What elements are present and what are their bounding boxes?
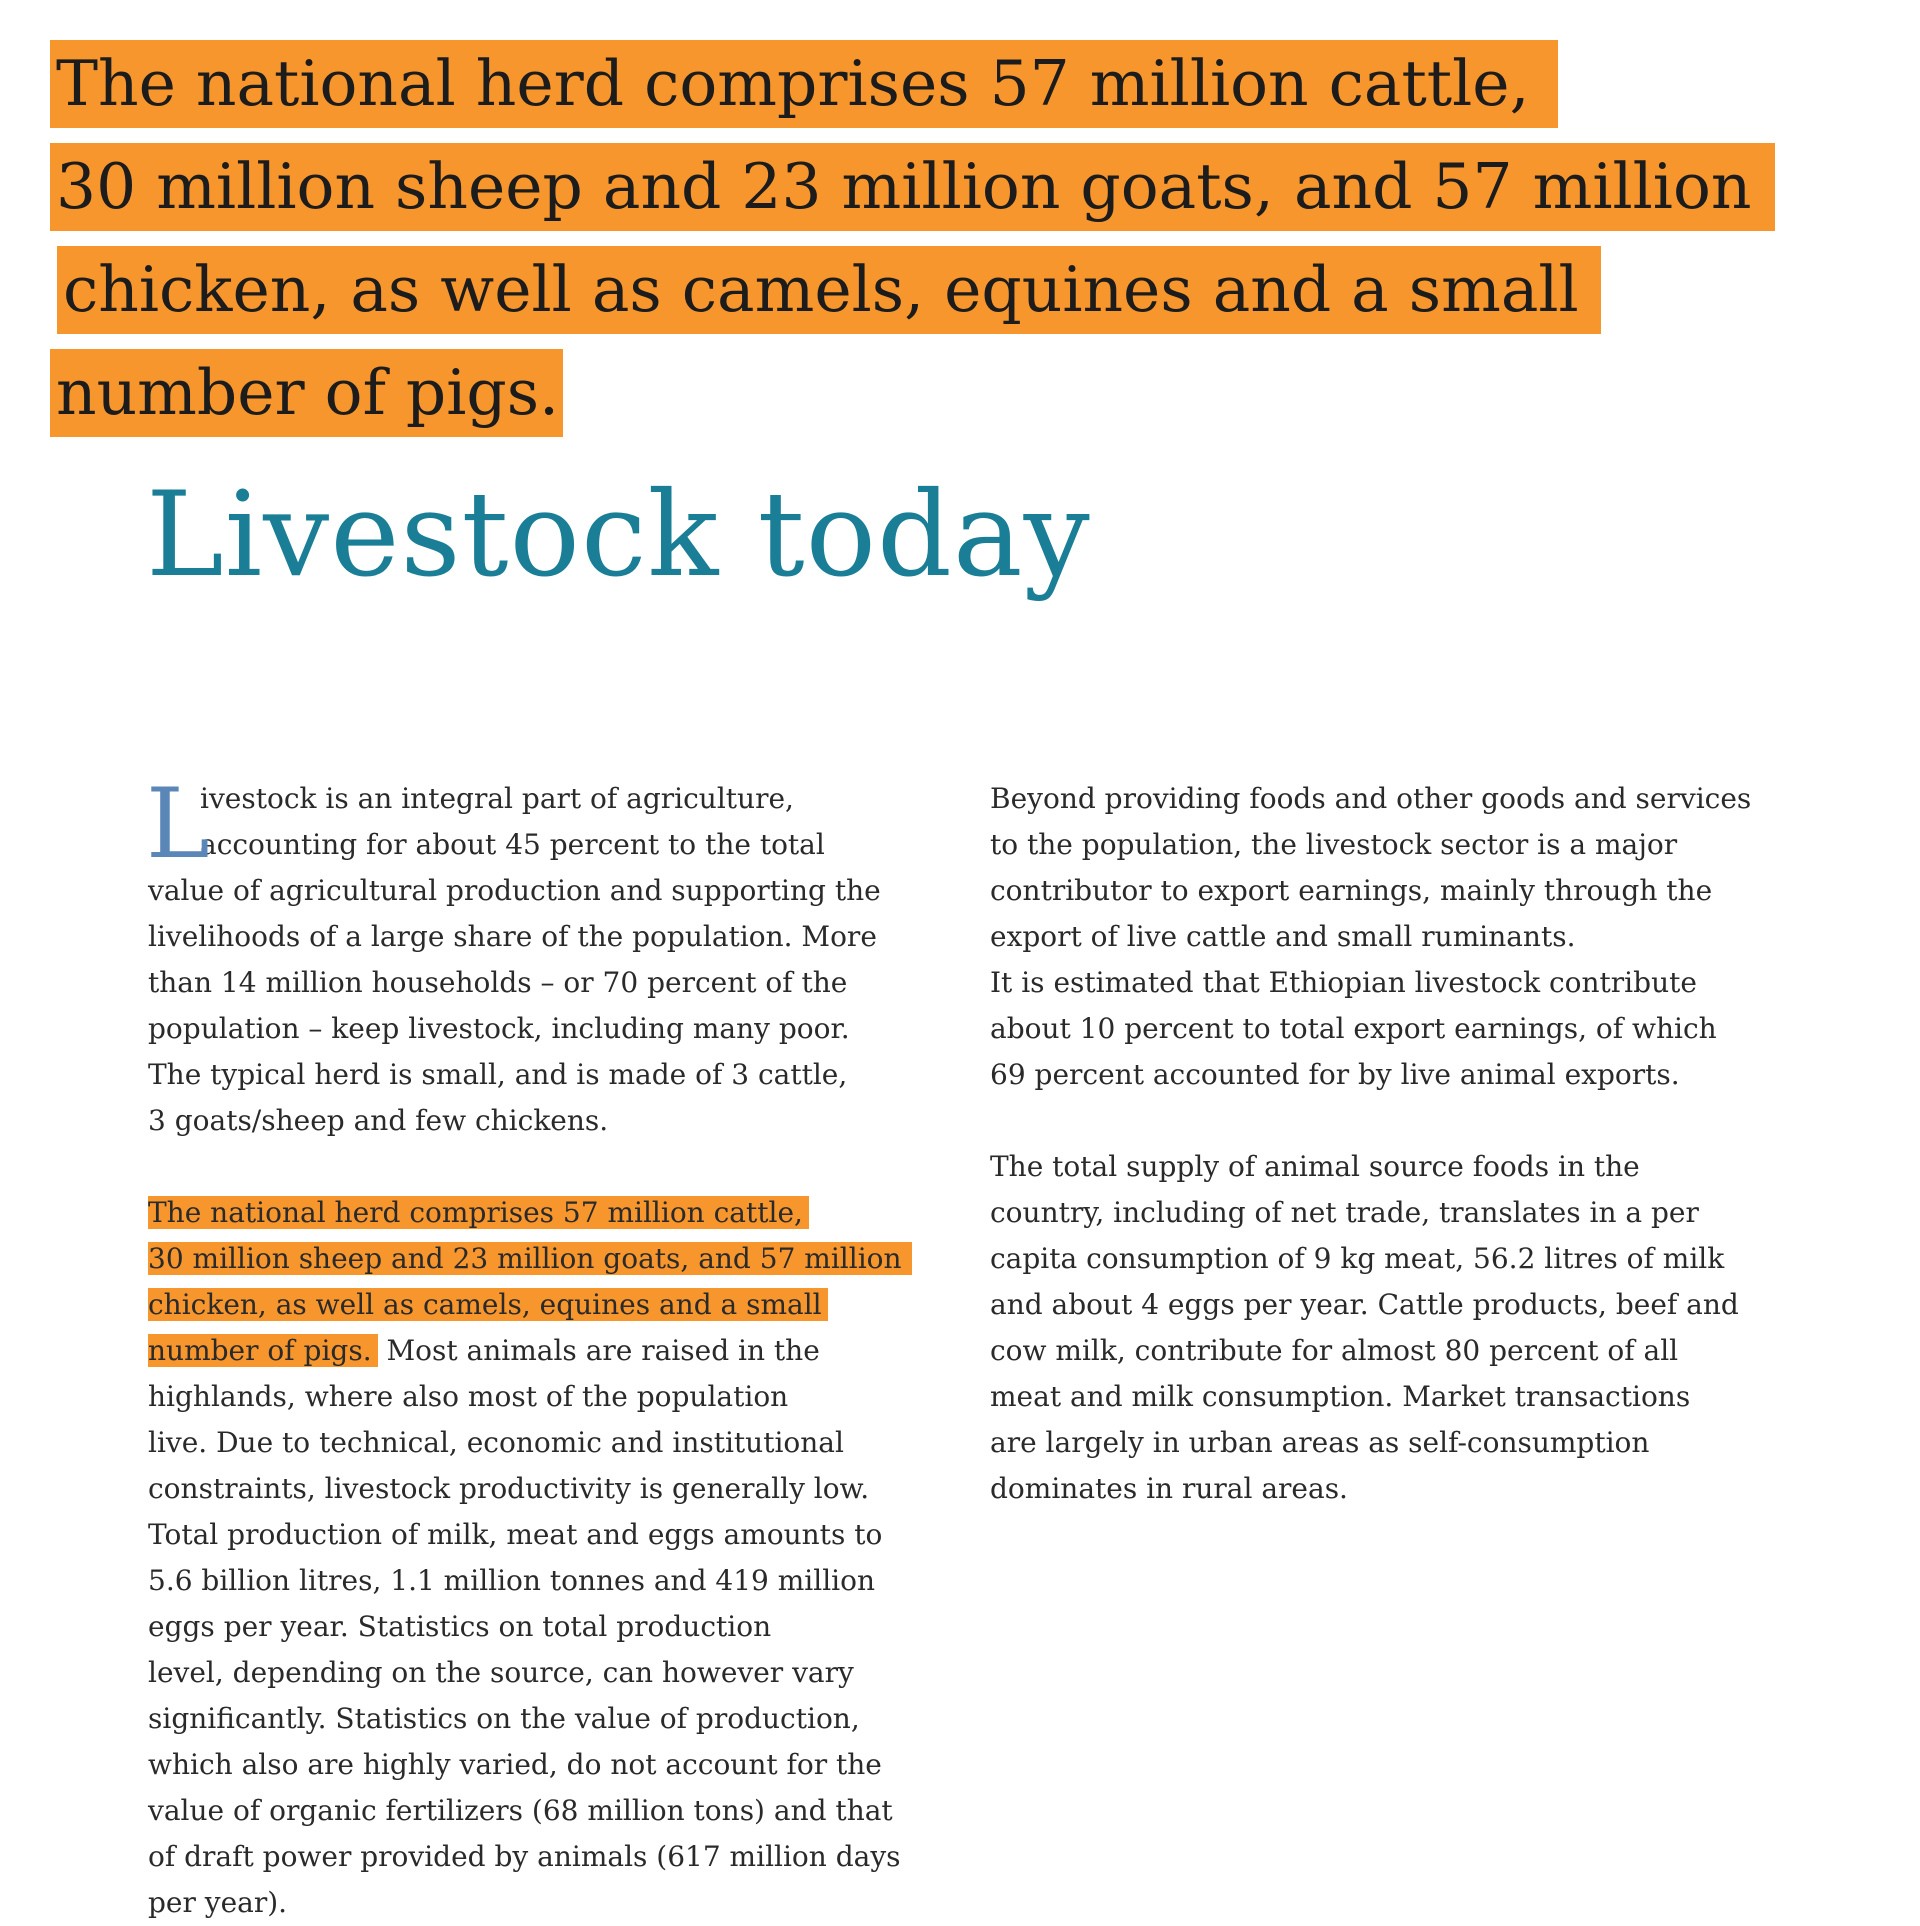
text-segment: Most animals are raised in the [386,1334,820,1367]
text-line: meat and milk consumption. Market transactions [990,1380,1691,1413]
highlighted-text: number of pigs. [148,1334,378,1367]
text-line: 69 percent accounted for by live animal exports. [990,1058,1680,1091]
pull-quote-text: number of pigs. [50,349,563,437]
text-line: Total production of milk, meat and eggs amounts to [148,1518,883,1551]
pull-quote-line [50,40,1890,143]
text-line: live. Due to technical, economic and institutional [148,1426,844,1459]
text-line: per year). [148,1886,288,1919]
text-line: highlands, where also most of the population [148,1380,789,1413]
paragraph-exports [990,776,1810,1098]
text-line: which also are highly varied, do not account for the [148,1748,882,1781]
section-title: Livestock today [146,466,1091,603]
left-column [146,768,948,1926]
text-line: eggs per year. Statistics on total production [148,1610,772,1643]
text-line: 5.6 billion litres, 1.1 million tonnes and 419 million [148,1564,876,1597]
text-line: of draft power provided by animals (617 million days [148,1840,901,1873]
highlighted-text: 30 million sheep and 23 million goats, and 57 million [148,1242,912,1275]
text-line [148,1190,948,1236]
text-line: export of live cattle and small ruminants. [990,920,1576,953]
text-line: value of agricultural production and supporting the [148,874,881,907]
text-line: and about 4 eggs per year. Cattle products, beef and [990,1288,1739,1321]
paragraph-herd [148,1190,948,1926]
text-line: dominates in rural areas. [990,1472,1348,1505]
right-column [990,776,1810,1512]
text-line [148,1282,948,1328]
text-line: population – keep livestock, including many poor. [148,1012,850,1045]
text-line: capita consumption of 9 kg meat, 56.2 litres of milk [990,1242,1725,1275]
pull-quote-text: 30 million sheep and 23 million goats, and 57 million [50,143,1775,231]
text-line: The typical herd is small, and is made of 3 cattle, [148,1058,848,1091]
pull-quote-line [50,246,1890,349]
pull-quote [50,40,1890,452]
text-line: are largely in urban areas as self-consumption [990,1426,1650,1459]
text-line: to the population, the livestock sector is a major [990,828,1678,861]
drop-cap: L [146,768,210,880]
text-line: The total supply of animal source foods in the [990,1150,1640,1183]
text-line: level, depending on the source, can however vary [148,1656,854,1689]
text-line: 3 goats/sheep and few chickens. [148,1104,609,1137]
text-line: than 14 million households – or 70 percent of the [148,966,848,999]
text-line: contributor to export earnings, mainly through the [990,874,1713,907]
pull-quote-text: chicken, as well as camels, equines and a small [57,246,1601,334]
text-line: Beyond providing foods and other goods and services [990,782,1752,815]
text-line: significantly. Statistics on the value of production, [148,1702,860,1735]
text-line: livelihoods of a large share of the population. More [148,920,877,953]
paragraph-intro [146,768,948,1144]
text-line [148,1236,948,1282]
text-line: value of organic fertilizers (68 million tons) and that [148,1794,893,1827]
pull-quote-line [50,349,1890,452]
highlighted-text: The national herd comprises 57 million cattle, [148,1196,809,1229]
text-line: constraints, livestock productivity is generally low. [148,1472,870,1505]
text-line: country, including of net trade, translates in a per [990,1196,1699,1229]
highlighted-text: chicken, as well as camels, equines and a small [148,1288,828,1321]
paragraph-consumption [990,1144,1810,1512]
text-line [148,1328,948,1374]
text-line: ivestock is an integral part of agriculture, [200,782,794,815]
text-line: cow milk, contribute for almost 80 percent of all [990,1334,1679,1367]
text-line: accounting for about 45 percent to the total [200,828,825,861]
pull-quote-line [50,143,1890,246]
pull-quote-text: The national herd comprises 57 million cattle, [50,40,1558,128]
text-line: It is estimated that Ethiopian livestock contribute [990,966,1697,999]
text-line: about 10 percent to total export earnings, of which [990,1012,1717,1045]
